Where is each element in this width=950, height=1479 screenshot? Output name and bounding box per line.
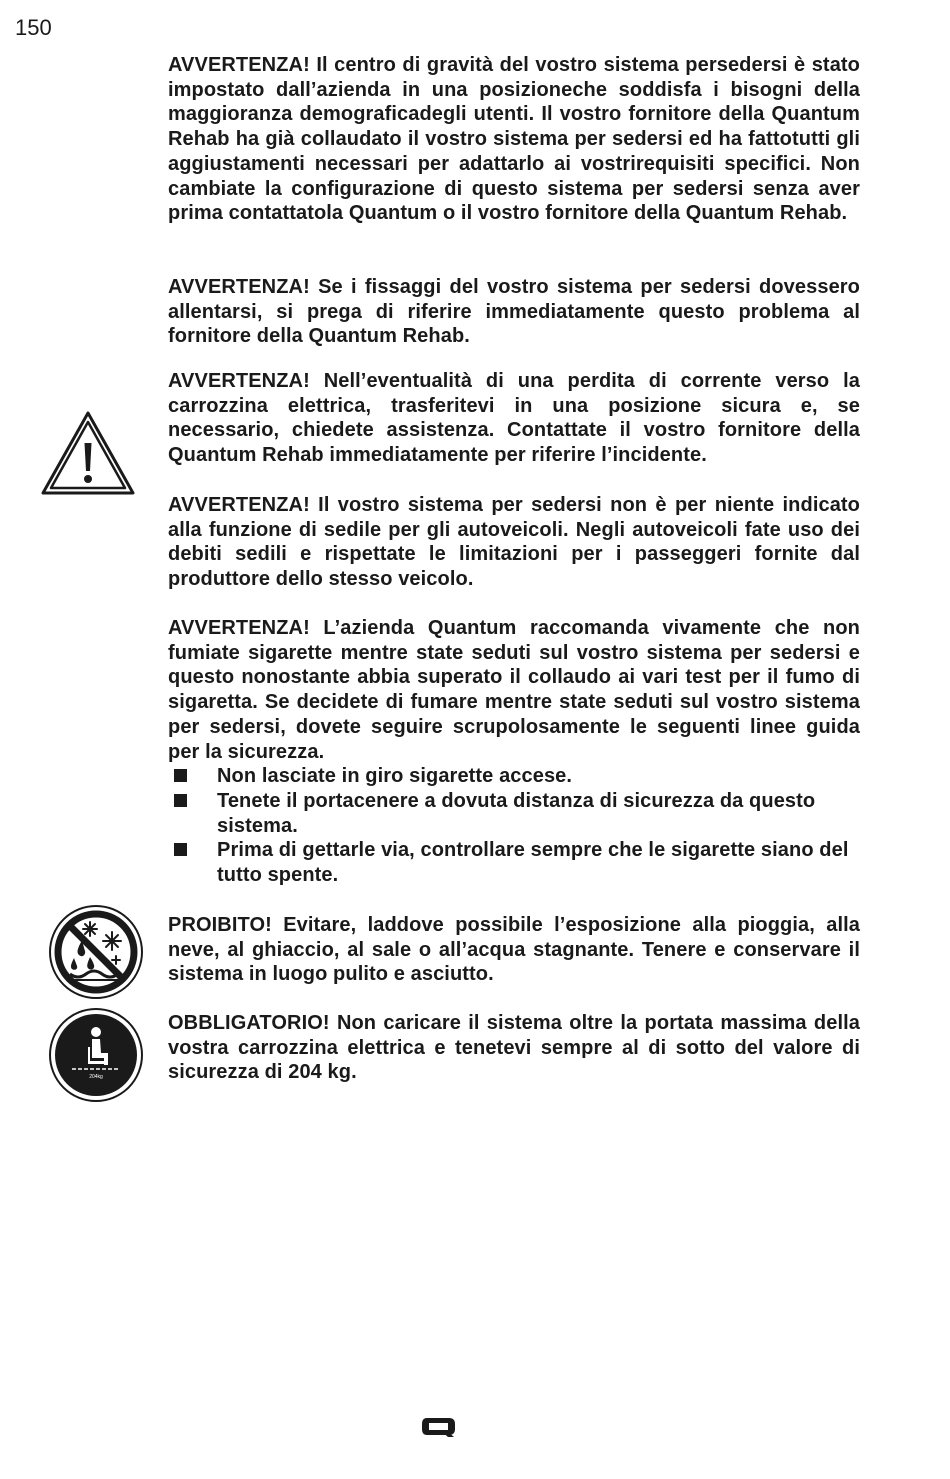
bullet-square-icon: [174, 794, 187, 807]
warning-paragraph: AVVERTENZA! Nell’eventualità di una perdita di corrente verso la carrozzina elettrica, trasferitevi in una posizione sicura e, se necessario, chiedete assistenza. Contattate il vostro fornitore della Quantum Rehab immediatamente per riferire l’incidente.: [168, 370, 860, 467]
bullet-square-icon: [174, 769, 187, 782]
warning-paragraph: AVVERTENZA! L’azienda Quantum raccomanda vivamente che non fumiate sigarette mentre state seduti sul vostro sistema per sedersi e questo nonostante abbia superato il collaudo ai vari test per il fumo di sigaretta. Se decidete di fumare mentre state seduti sul vostro sistema per sedersi, dovete seguire scrupolosamente le seguenti linee guida per la sicurezza.: [168, 617, 860, 763]
list-item: [168, 838, 860, 887]
quantum-logo-icon: [421, 1416, 457, 1443]
weight-limit-label: 204kg: [89, 1074, 103, 1080]
smoking-warning-block: [168, 616, 860, 888]
prohibited-paragraph: PROIBITO! Evitare, laddove possibile l’esposizione alla pioggia, alla neve, al ghiaccio, al sale o all’acqua stagnante. Tenere e conservare il sistema in luogo pulito e asciutto.: [168, 914, 860, 986]
mandatory-paragraph: OBBLIGATORIO! Non caricare il sistema oltre la portata massima della vostra carrozzina elettrica e tenetevi sempre al di sotto del valore di sicurezza di 204 kg.: [168, 1012, 860, 1084]
bullet-square-icon: [174, 843, 187, 856]
warning-paragraph: AVVERTENZA! Se i fissaggi del vostro sistema per sedersi dovessero allentarsi, si prega di riferire immediatamente questo problema al fornitore della Quantum Rehab.: [168, 276, 860, 348]
list-item-text: Tenete il portacenere a dovuta distanza di sicurezza da questo sistema.: [217, 789, 816, 837]
smoking-guidelines-list: [168, 764, 860, 888]
warning-paragraph: AVVERTENZA! Il centro di gravità del vostro sistema persedersi è stato impostato dall’azienda in una posizioneche soddisfa i bisogni della maggioranza demograficadegli utenti. Il vostro fornitore della Quantum Rehab ha già collaudato il vostro sistema per sedersi ed ha fattotutti gli aggiustamenti necessari per adattarlo ai vostrirequisiti specifici. Non cambiate la configurazione di questo sistema per sedersi senza aver prima contattatola Quantum o il vostro fornitore della Quantum Rehab.: [168, 54, 860, 225]
list-item-text: Non lasciate in giro sigarette accese.: [217, 765, 573, 788]
no-water-snow-icon: [48, 904, 144, 1005]
page-number: 150: [15, 15, 52, 40]
list-item-text: Prima di gettarle via, controllare sempre che le sigarette siano del tutto spente.: [217, 839, 849, 887]
weight-limit-icon: [48, 1007, 144, 1108]
list-item: [168, 789, 860, 838]
warning-paragraph: AVVERTENZA! Il vostro sistema per sedersi non è per niente indicato alla funzione di sedile per gli autoveicoli. Negli autoveicoli fate uso dei debiti sedili e rispettate le limitazioni per i passeggeri fornite dal produttore dello stesso veicolo.: [168, 494, 860, 591]
list-item: [168, 764, 860, 789]
warning-triangle-icon: [40, 409, 136, 502]
